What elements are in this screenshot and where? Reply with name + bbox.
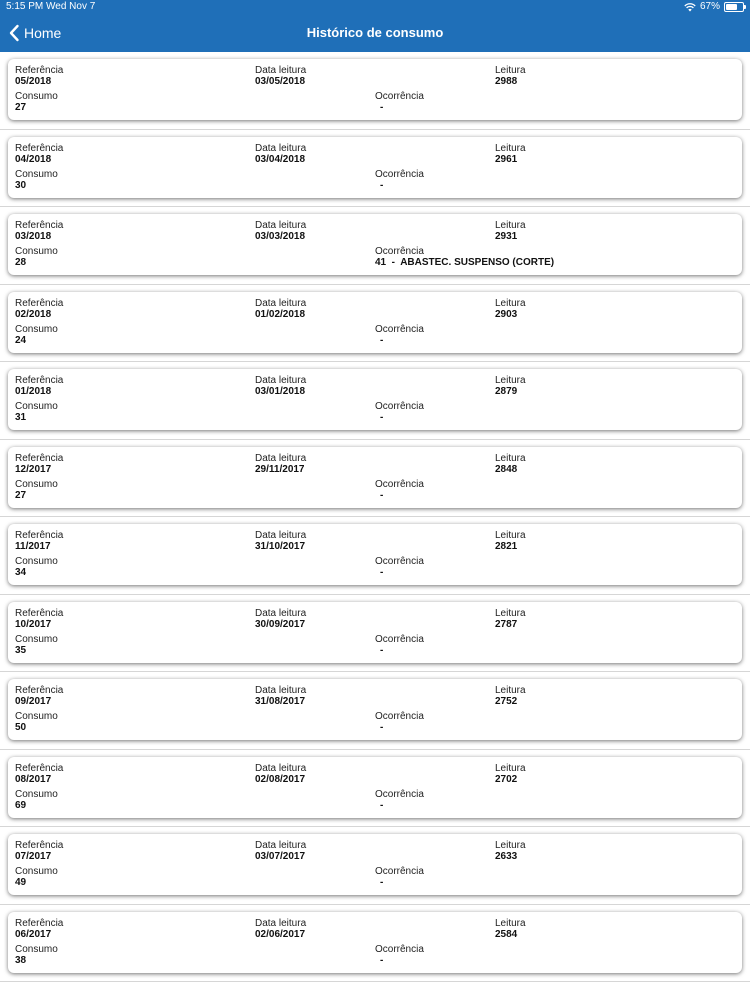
leitura-label: Leitura bbox=[495, 297, 526, 309]
list-item[interactable] bbox=[0, 672, 750, 750]
referencia-label: Referência bbox=[15, 530, 64, 541]
ocorrencia-label: Ocorrência bbox=[375, 246, 424, 257]
history-card[interactable] bbox=[8, 369, 742, 430]
ocorrencia-label: Ocorrência bbox=[375, 711, 424, 722]
data-leitura-field bbox=[255, 840, 306, 862]
consumo-value: 30 bbox=[15, 179, 27, 191]
ocorrencia-field bbox=[375, 789, 424, 811]
history-card[interactable] bbox=[8, 679, 742, 740]
ocorrencia-value: - bbox=[380, 722, 384, 733]
data-leitura-field bbox=[255, 453, 306, 475]
ocorrencia-value: - bbox=[380, 954, 384, 966]
history-card[interactable] bbox=[8, 912, 742, 973]
status-date: Wed Nov 7 bbox=[46, 1, 96, 12]
data-leitura-label: Data leitura bbox=[255, 220, 307, 231]
consumo-label: Consumo bbox=[15, 401, 58, 412]
consumo-value: 50 bbox=[15, 722, 27, 733]
leitura-value: 2848 bbox=[495, 463, 518, 475]
list-item[interactable] bbox=[0, 130, 750, 208]
status-time: 5:15 PM bbox=[6, 1, 44, 12]
consumo-field bbox=[15, 479, 58, 501]
referencia-label: Referência bbox=[15, 840, 64, 851]
list-item[interactable] bbox=[0, 52, 750, 130]
leitura-value: 2702 bbox=[495, 773, 518, 785]
referencia-label: Referência bbox=[15, 452, 64, 464]
data-leitura-field bbox=[255, 143, 306, 165]
data-leitura-value: 03/01/2018 bbox=[255, 386, 306, 397]
ocorrencia-field bbox=[375, 401, 424, 423]
leitura-label: Leitura bbox=[495, 375, 526, 386]
consumo-field bbox=[15, 789, 58, 811]
referencia-value: 05/2018 bbox=[15, 76, 52, 87]
referencia-field bbox=[15, 375, 63, 397]
history-card[interactable] bbox=[8, 214, 742, 275]
wifi-icon bbox=[684, 2, 696, 12]
data-leitura-label: Data leitura bbox=[255, 762, 307, 774]
list-item[interactable] bbox=[0, 207, 750, 285]
consumo-field bbox=[15, 711, 58, 733]
ocorrencia-field bbox=[375, 324, 424, 346]
leitura-label: Leitura bbox=[495, 762, 526, 774]
data-leitura-field bbox=[255, 608, 306, 630]
ocorrencia-label: Ocorrência bbox=[375, 323, 424, 335]
consumo-value: 34 bbox=[15, 567, 27, 578]
ocorrencia-label: Ocorrência bbox=[375, 866, 424, 877]
referencia-label: Referência bbox=[15, 297, 64, 309]
leitura-label: Leitura bbox=[495, 917, 526, 929]
leitura-value: 2988 bbox=[495, 76, 518, 87]
consumo-value: 27 bbox=[15, 489, 27, 501]
history-card[interactable] bbox=[8, 137, 742, 198]
consumo-field bbox=[15, 169, 58, 191]
history-card[interactable] bbox=[8, 757, 742, 818]
leitura-label: Leitura bbox=[495, 607, 526, 619]
data-leitura-value: 02/06/2017 bbox=[255, 928, 306, 940]
referencia-label: Referência bbox=[15, 65, 64, 76]
ocorrencia-label: Ocorrência bbox=[375, 556, 424, 567]
referencia-field bbox=[15, 685, 63, 707]
data-leitura-label: Data leitura bbox=[255, 917, 307, 929]
data-leitura-value: 01/02/2018 bbox=[255, 308, 306, 320]
leitura-value: 2879 bbox=[495, 386, 518, 397]
data-leitura-label: Data leitura bbox=[255, 375, 307, 386]
consumo-value: 35 bbox=[15, 644, 27, 656]
consumo-value: 49 bbox=[15, 877, 27, 888]
referencia-value: 11/2017 bbox=[15, 541, 51, 552]
referencia-field bbox=[15, 918, 63, 940]
history-card[interactable] bbox=[8, 602, 742, 663]
referencia-value: 01/2018 bbox=[15, 386, 52, 397]
list-item[interactable] bbox=[0, 440, 750, 518]
ocorrencia-field bbox=[375, 866, 424, 888]
consumo-field bbox=[15, 866, 58, 888]
leitura-field bbox=[495, 220, 526, 242]
ocorrencia-label: Ocorrência bbox=[375, 943, 424, 955]
data-leitura-value: 03/03/2018 bbox=[255, 231, 306, 242]
consumo-field bbox=[15, 401, 58, 423]
history-card[interactable] bbox=[8, 292, 742, 353]
referencia-field bbox=[15, 453, 63, 475]
data-leitura-field bbox=[255, 918, 306, 940]
leitura-label: Leitura bbox=[495, 530, 526, 541]
data-leitura-field bbox=[255, 685, 306, 707]
data-leitura-value: 31/08/2017 bbox=[255, 696, 306, 707]
data-leitura-label: Data leitura bbox=[255, 142, 307, 154]
history-card[interactable] bbox=[8, 59, 742, 120]
ocorrencia-field bbox=[375, 711, 424, 733]
leitura-field bbox=[495, 685, 526, 707]
data-leitura-label: Data leitura bbox=[255, 840, 307, 851]
leitura-field bbox=[495, 453, 526, 475]
data-leitura-label: Data leitura bbox=[255, 297, 307, 309]
referencia-field bbox=[15, 840, 63, 862]
data-leitura-value: 03/07/2017 bbox=[255, 851, 306, 862]
battery-icon bbox=[724, 2, 744, 12]
consumo-field bbox=[15, 634, 58, 656]
consumo-value: 24 bbox=[15, 334, 27, 346]
referencia-label: Referência bbox=[15, 220, 64, 231]
leitura-field bbox=[495, 143, 526, 165]
referencia-value: 04/2018 bbox=[15, 153, 52, 165]
referencia-value: 02/2018 bbox=[15, 308, 52, 320]
consumo-field bbox=[15, 556, 58, 578]
leitura-value: 2821 bbox=[495, 541, 518, 552]
ocorrencia-field bbox=[375, 479, 424, 501]
status-right bbox=[684, 0, 744, 14]
consumo-label: Consumo bbox=[15, 788, 58, 800]
list-item[interactable] bbox=[0, 362, 750, 440]
leitura-label: Leitura bbox=[495, 452, 526, 464]
referencia-field bbox=[15, 608, 63, 630]
page-title: Histórico de consumo bbox=[306, 25, 444, 40]
history-card[interactable] bbox=[8, 447, 742, 508]
ocorrencia-field bbox=[375, 169, 424, 191]
data-leitura-value: 31/10/2017 bbox=[255, 541, 306, 552]
leitura-field bbox=[495, 918, 526, 940]
ocorrencia-field bbox=[375, 634, 424, 656]
ocorrencia-value: - bbox=[380, 179, 384, 191]
referencia-label: Referência bbox=[15, 607, 64, 619]
referencia-field bbox=[15, 143, 63, 165]
back-label: Home bbox=[24, 25, 62, 41]
leitura-value: 2903 bbox=[495, 308, 518, 320]
consumo-label: Consumo bbox=[15, 91, 58, 102]
data-leitura-field bbox=[255, 375, 306, 397]
consumption-history-list[interactable] bbox=[0, 52, 750, 982]
data-leitura-value: 02/08/2017 bbox=[255, 773, 306, 785]
data-leitura-value: 03/04/2018 bbox=[255, 153, 306, 165]
leitura-label: Leitura bbox=[495, 840, 526, 851]
leitura-field bbox=[495, 65, 526, 87]
history-card[interactable] bbox=[8, 524, 742, 585]
referencia-field bbox=[15, 220, 63, 242]
referencia-value: 08/2017 bbox=[15, 773, 52, 785]
leitura-value: 2961 bbox=[495, 153, 518, 165]
consumo-label: Consumo bbox=[15, 633, 58, 645]
consumo-label: Consumo bbox=[15, 323, 58, 335]
ocorrencia-field bbox=[375, 246, 554, 268]
ocorrencia-label: Ocorrência bbox=[375, 478, 424, 490]
data-leitura-field bbox=[255, 530, 306, 552]
ocorrencia-value: - bbox=[380, 102, 384, 113]
data-leitura-label: Data leitura bbox=[255, 65, 307, 76]
referencia-field bbox=[15, 65, 63, 87]
referencia-label: Referência bbox=[15, 917, 64, 929]
consumo-label: Consumo bbox=[15, 478, 58, 490]
referencia-label: Referência bbox=[15, 685, 64, 696]
ocorrencia-value: - bbox=[380, 877, 384, 888]
navigation-bar bbox=[0, 14, 750, 52]
leitura-field bbox=[495, 375, 526, 397]
consumo-value: 69 bbox=[15, 799, 27, 811]
ocorrencia-value: - bbox=[380, 644, 384, 656]
consumo-label: Consumo bbox=[15, 556, 58, 567]
referencia-value: 06/2017 bbox=[15, 928, 52, 940]
ocorrencia-field bbox=[375, 556, 424, 578]
leitura-label: Leitura bbox=[495, 220, 526, 231]
leitura-label: Leitura bbox=[495, 685, 526, 696]
data-leitura-field bbox=[255, 298, 306, 320]
consumo-field bbox=[15, 944, 58, 966]
leitura-field bbox=[495, 608, 526, 630]
leitura-field bbox=[495, 840, 526, 862]
leitura-value: 2752 bbox=[495, 696, 518, 707]
ocorrencia-label: Ocorrência bbox=[375, 91, 424, 102]
ocorrencia-label: Ocorrência bbox=[375, 168, 424, 180]
ocorrencia-value: 41 - ABASTEC. SUSPENSO (CORTE) bbox=[375, 257, 555, 268]
leitura-value: 2633 bbox=[495, 851, 518, 862]
ocorrencia-value: - bbox=[380, 489, 384, 501]
referencia-value: 07/2017 bbox=[15, 851, 52, 862]
leitura-label: Leitura bbox=[495, 142, 526, 154]
ocorrencia-value: - bbox=[380, 799, 384, 811]
consumo-field bbox=[15, 246, 58, 268]
leitura-value: 2584 bbox=[495, 928, 518, 940]
list-item[interactable] bbox=[0, 750, 750, 828]
data-leitura-value: 29/11/2017 bbox=[255, 463, 305, 475]
leitura-field bbox=[495, 298, 526, 320]
referencia-value: 03/2018 bbox=[15, 231, 52, 242]
consumo-label: Consumo bbox=[15, 246, 58, 257]
ocorrencia-label: Ocorrência bbox=[375, 788, 424, 800]
ocorrencia-field bbox=[375, 91, 424, 113]
data-leitura-field bbox=[255, 65, 306, 87]
consumo-value: 31 bbox=[15, 412, 27, 423]
consumo-value: 28 bbox=[15, 257, 27, 268]
data-leitura-label: Data leitura bbox=[255, 607, 307, 619]
consumo-label: Consumo bbox=[15, 943, 58, 955]
leitura-field bbox=[495, 763, 526, 785]
referencia-field bbox=[15, 763, 63, 785]
referencia-label: Referência bbox=[15, 142, 64, 154]
consumo-value: 27 bbox=[15, 102, 27, 113]
ocorrencia-field bbox=[375, 944, 424, 966]
consumo-field bbox=[15, 91, 58, 113]
consumo-field bbox=[15, 324, 58, 346]
data-leitura-value: 30/09/2017 bbox=[255, 618, 306, 630]
leitura-value: 2931 bbox=[495, 231, 518, 242]
data-leitura-label: Data leitura bbox=[255, 685, 307, 696]
ocorrencia-value: - bbox=[380, 412, 384, 423]
referencia-field bbox=[15, 530, 63, 552]
status-bar bbox=[0, 0, 750, 14]
consumo-value: 38 bbox=[15, 954, 27, 966]
list-item[interactable] bbox=[0, 285, 750, 363]
battery-percent: 67% bbox=[699, 1, 720, 12]
leitura-field bbox=[495, 530, 526, 552]
consumo-label: Consumo bbox=[15, 711, 58, 722]
ocorrencia-label: Ocorrência bbox=[375, 401, 424, 412]
referencia-label: Referência bbox=[15, 762, 64, 774]
list-item[interactable] bbox=[0, 517, 750, 595]
data-leitura-field bbox=[255, 220, 306, 242]
referencia-value: 09/2017 bbox=[15, 696, 52, 707]
referencia-label: Referência bbox=[15, 375, 64, 386]
data-leitura-label: Data leitura bbox=[255, 452, 307, 464]
consumo-label: Consumo bbox=[15, 168, 58, 180]
ocorrencia-label: Ocorrência bbox=[375, 633, 424, 645]
list-item[interactable] bbox=[0, 595, 750, 673]
consumo-label: Consumo bbox=[15, 866, 58, 877]
referencia-value: 12/2017 bbox=[15, 463, 52, 475]
history-card[interactable] bbox=[8, 834, 742, 895]
ocorrencia-value: - bbox=[380, 567, 384, 578]
ocorrencia-value: - bbox=[380, 334, 384, 346]
top-bar bbox=[0, 0, 750, 52]
referencia-field bbox=[15, 298, 63, 320]
referencia-value: 10/2017 bbox=[15, 618, 52, 630]
list-item[interactable] bbox=[0, 905, 750, 983]
data-leitura-field bbox=[255, 763, 306, 785]
list-item[interactable] bbox=[0, 827, 750, 905]
data-leitura-label: Data leitura bbox=[255, 530, 307, 541]
leitura-label: Leitura bbox=[495, 65, 526, 76]
leitura-value: 2787 bbox=[495, 618, 518, 630]
data-leitura-value: 03/05/2018 bbox=[255, 76, 306, 87]
